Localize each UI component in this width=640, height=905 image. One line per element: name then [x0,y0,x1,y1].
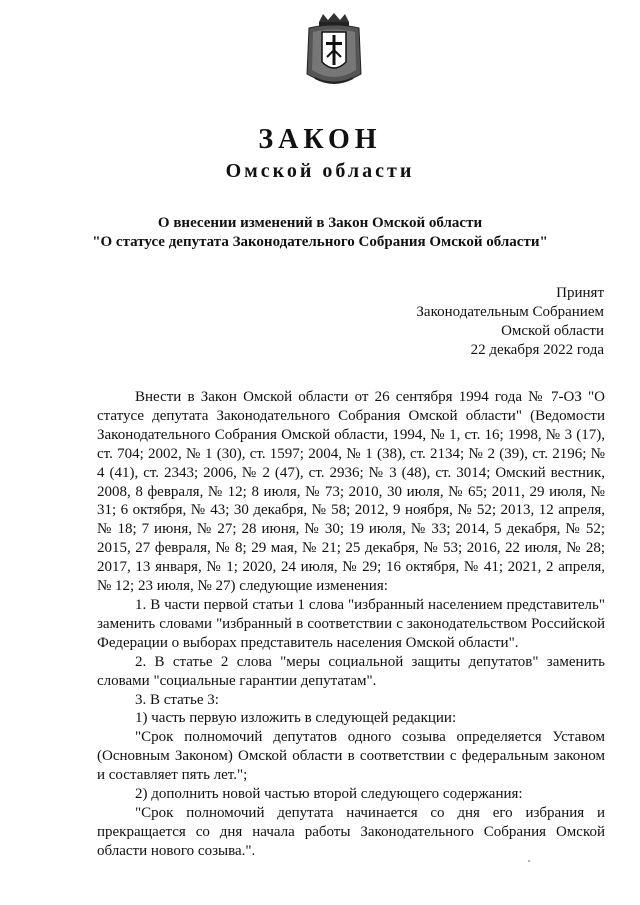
adoption-block [416,284,604,360]
subitem-2: 2) дополнить новой частью второй следующего содержания: [135,786,523,803]
amendment-item-1: 1. В части первой статьи 1 слова "избранный населением представитель" заменить словами "избранный в соответствии с законодательством Российской Федерации о выборах представитель населения Омской области". [97,596,605,651]
adoption-line-3: Омской области [501,323,604,339]
amendment-item-2: 2. В статье 2 слова "меры социальной защиты депутатов" заменить словами "социальные гарантии депутатам". [97,653,605,689]
coat-of-arms-emblem [305,12,363,90]
adoption-line-2: Законодательным Собранием [416,304,604,320]
amendment-item-3: 3. В статье 3: [135,691,219,708]
document-title [0,214,640,252]
document-title-line-1: О внесении изменений в Закон Омской области [157,215,483,231]
law-body [97,388,605,861]
law-title: ЗАКОН [258,124,382,155]
document-title-line-2: "О статусе депутата Законодательного Собрания Омской области" [92,234,548,250]
intro-paragraph: Внести в Закон Омской области от 26 сентября 1994 года № 7-ОЗ "О статусе депутата Законодательного Собрания Омской области" (Ведомости Законодательного Собрания Омской области, 1994, № 1, ст. 16; 1998, № 3 (17), ст. 704; 2002, № 1 (30), ст. 1597; 2004, № 1 (38), ст. 2134; № 2 (39), ст. 2196; № 4 (41), ст. 2343; 2006, № 2 (47), ст. 2936; № 3 (48), ст. 3014; Омский вестник, 2008, 8 февраля, № 12; 8 июля, № 73; 2010, 30 июля, № 65; 2011, 29 июля, № 31; 6 октября, № 43; 30 декабря, № 58; 2012, 9 ноября, № 52; 2013, 12 апреля, № 18; 7 июня, № 27; 28 июня, № 30; 19 июля, № 33; 2014, 5 декабря, № 52; 2015, 27 февраля, № 8; 29 мая, № 21; 25 декабря, № 53; 2016, 22 июля, № 28; 2017, 13 января, № 1; 2020, 24 июля, № 29; 16 октября, № 41; 2021, 2 апреля, № 12; 23 июля, № 27) следующие изменения: [97,389,605,595]
scan-speck [528,860,530,862]
quoted-text-2: "Срок полномочий депутата начинается со дня его избрания и прекращается со дня начала работы Законодательного Собрания Омской области нового созыва.". [97,804,605,859]
adoption-date: 22 декабря 2022 года [470,342,604,358]
adoption-line-1: Принят [556,285,604,301]
region-name: Омской области [225,160,415,182]
quoted-text-1: "Срок полномочий депутатов одного созыва определяется Уставом (Основным Законом) Омской области в соответствии с федеральным законом и составляет пять лет."; [97,729,605,784]
subitem-1: 1) часть первую изложить в следующей редакции: [135,710,457,727]
